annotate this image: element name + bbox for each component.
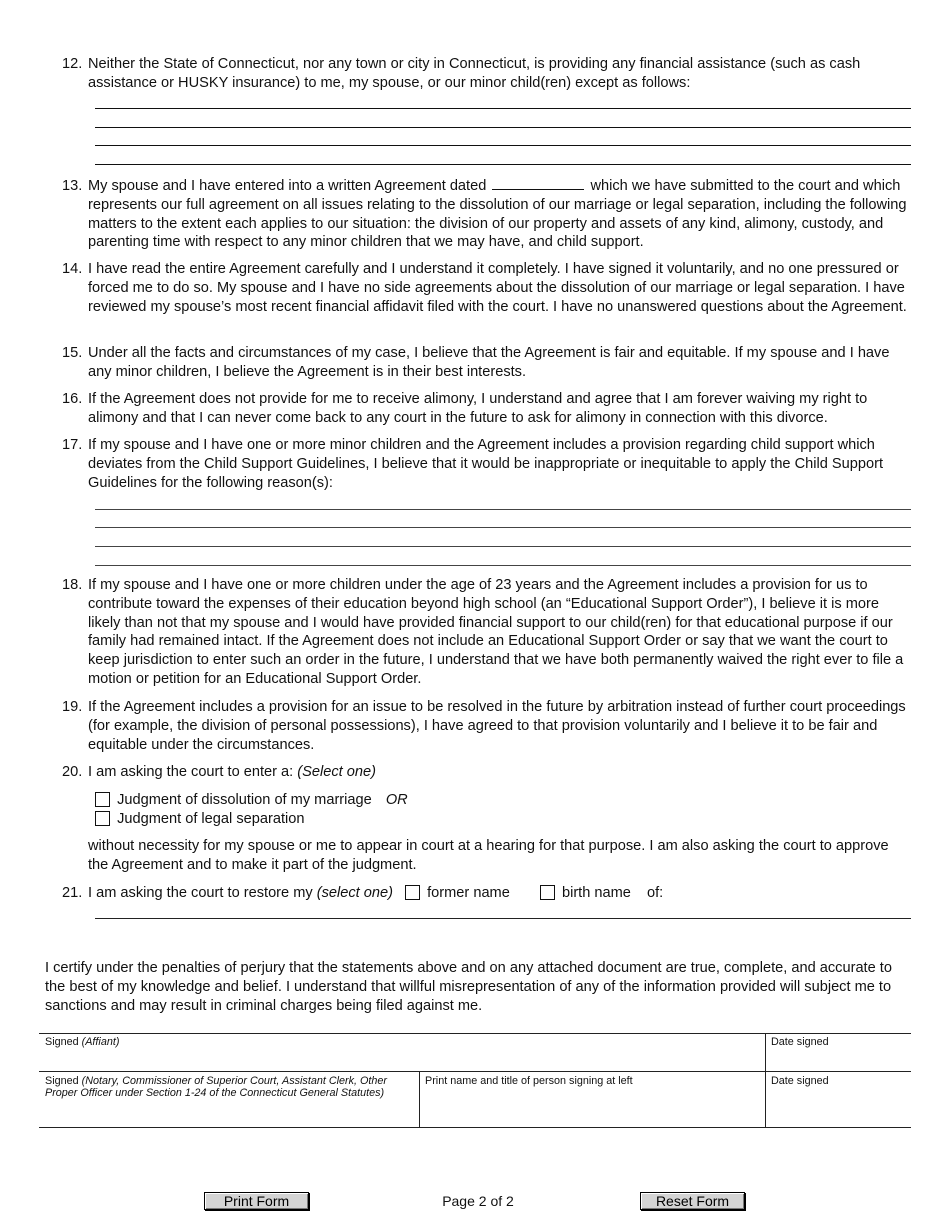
item-14: [62, 260, 910, 316]
legal-separation-option: [95, 810, 304, 828]
item-17: [62, 436, 910, 492]
legal-separation-option-label: Judgment of legal separation: [117, 811, 305, 827]
deviation-reason-line-1[interactable]: [95, 509, 911, 510]
officer-signature-cell[interactable]: [39, 1072, 419, 1127]
item-number: 18.: [62, 577, 83, 593]
item-18: [62, 576, 910, 689]
restored-name-line[interactable]: [95, 918, 911, 919]
item-13: [62, 176, 910, 252]
item-13-text-after: which we have submitted to the court and which represents our full agreement on all issues relating to the dissolution of our marriage or legal separation, including the following matters to the extent each applies to our situation: the division of our property and assets of any kind, alimony, custody, and parenting time with respect to any minor children that we may have, and child support.: [88, 178, 907, 251]
affiant-hint: (Affiant): [81, 1036, 120, 1048]
item-12-text: Neither the State of Connecticut, nor any town or city in Connecticut, is providing any financial assistance (such as cash assistance or HUSKY insurance) to me, my spouse, or our minor child(ren) except as follows:: [88, 56, 861, 91]
item-18-text: If my spouse and I have one or more children under the age of 23 years and the Agreement includes a provision for us to contribute toward the expenses of their education beyond high school (an “Educational Support Order”), I believe it is more likely than not that my spouse and I would have provided financial support to our child(ren) for that educational purpose if our family had remained intact. If the Agreement does not include an Educational Support Order or say that we want the court to keep jurisdiction to enter such an order in the future, I understand that we have both permanently waived the right ever to file a motion or petition for an Educational Support Order.: [88, 577, 904, 687]
item-20-text: I am asking the court to enter a:: [88, 764, 294, 780]
item-13-text-before: My spouse and I have entered into a written Agreement dated: [88, 178, 487, 194]
item-20: [62, 763, 910, 782]
item-16-text: If the Agreement does not provide for me to receive alimony, I understand and agree that I am forever waiving my right to alimony and that I can never come back to any court in the future to ask for alimony in connection with this divorce.: [88, 391, 868, 426]
birth-name-label: birth name: [561, 885, 631, 901]
signature-table: [39, 1033, 911, 1128]
financial-assistance-line-1[interactable]: [95, 108, 911, 109]
financial-assistance-line-3[interactable]: [95, 145, 911, 146]
item-number: 13.: [62, 178, 83, 194]
date-signed-label: Date signed: [771, 1036, 829, 1048]
deviation-reason-line-4[interactable]: [95, 565, 911, 566]
affiant-signature-cell[interactable]: [39, 1034, 765, 1071]
item-number: 15.: [62, 345, 83, 361]
select-one-hint: (Select one): [297, 764, 376, 780]
print-form-button[interactable]: Print Form: [204, 1192, 309, 1210]
birth-name-checkbox[interactable]: [540, 885, 555, 900]
item-number: 16.: [62, 391, 83, 407]
agreement-date-field[interactable]: [492, 176, 584, 190]
item-number: 12.: [62, 56, 83, 72]
deviation-reason-line-2[interactable]: [95, 527, 911, 528]
affiant-date-cell[interactable]: [765, 1034, 911, 1071]
dissolution-option-label: Judgment of dissolution of my marriage: [117, 792, 372, 808]
financial-assistance-line-2[interactable]: [95, 127, 911, 128]
item-19-text: If the Agreement includes a provision for an issue to be resolved in the future by arbitration instead of further court proceedings (for example, the division of personal possessions), I have agreed to that provision voluntarily and I believe it to be fair and equitable under the circumstances.: [88, 699, 906, 753]
item-number: 14.: [62, 261, 83, 277]
dissolution-checkbox[interactable]: [95, 792, 110, 807]
item-20-after-text: without necessity for my spouse or me to appear in court at a hearing for that purpose. I am also asking the court to approve the Agreement and to make it part of the judgment.: [88, 838, 889, 873]
financial-assistance-line-4[interactable]: [95, 164, 911, 165]
dissolution-option: [95, 791, 408, 809]
item-15: [62, 344, 910, 382]
select-one-hint: (select one): [316, 885, 393, 901]
or-label: OR: [385, 792, 408, 808]
officer-signature-row: [39, 1071, 911, 1128]
item-number: 21.: [62, 885, 83, 901]
signed-label: Signed: [45, 1036, 79, 1048]
item-12: [62, 55, 910, 93]
officer-date-cell[interactable]: [765, 1072, 911, 1127]
legal-separation-checkbox[interactable]: [95, 811, 110, 826]
item-number: 19.: [62, 699, 83, 715]
page-number: Page 2 of 2: [442, 1193, 514, 1209]
reset-form-button[interactable]: Reset Form: [640, 1192, 745, 1210]
item-14-text: I have read the entire Agreement carefully and I understand it completely. I have signed it voluntarily, and no one pressured or forced me to do so. My spouse and I have no side agreements about the dissolution of our marriage or legal separation. I have reviewed my spouse’s most recent financial affidavit filed with the court. I have no unanswered questions about the Agreement.: [88, 261, 907, 315]
former-name-label: former name: [427, 885, 510, 901]
item-19: [62, 698, 910, 754]
item-16: [62, 390, 910, 428]
former-name-checkbox[interactable]: [405, 885, 420, 900]
certification-text: I certify under the penalties of perjury that the statements above and on any attached document are true, complete, and accurate to the best of my knowledge and belief. I understand that willful misrepresentation of any of the information provided will subject me to sanctions and may result in criminal charges being filed against me.: [45, 960, 892, 1014]
print-name-label: Print name and title of person signing at left: [425, 1075, 633, 1087]
item-21-text: I am asking the court to restore my: [88, 885, 313, 901]
date-signed-label: Date signed: [771, 1075, 829, 1087]
item-number: 17.: [62, 437, 83, 453]
print-name-cell[interactable]: [419, 1072, 765, 1127]
item-21: [62, 884, 910, 903]
officer-hint: (Notary, Commissioner of Superior Court, Assistant Clerk, Other Proper Officer under Section 1-24 of the Connecticut General Statutes): [45, 1075, 388, 1099]
of-label: of:: [646, 885, 664, 901]
item-15-text: Under all the facts and circumstances of my case, I believe that the Agreement is fair and equitable. If my spouse and I have any minor children, I believe the Agreement is in their best interests.: [88, 345, 890, 380]
affiant-signature-row: [39, 1033, 911, 1071]
deviation-reason-line-3[interactable]: [95, 546, 911, 547]
signed-label: Signed: [45, 1075, 79, 1087]
item-17-text: If my spouse and I have one or more minor children and the Agreement includes a provision regarding child support which deviates from the Child Support Guidelines, I believe that it would be inappropriate or inequitable to apply the Child Support Guidelines for the following reason(s):: [88, 437, 884, 491]
item-number: 20.: [62, 764, 83, 780]
